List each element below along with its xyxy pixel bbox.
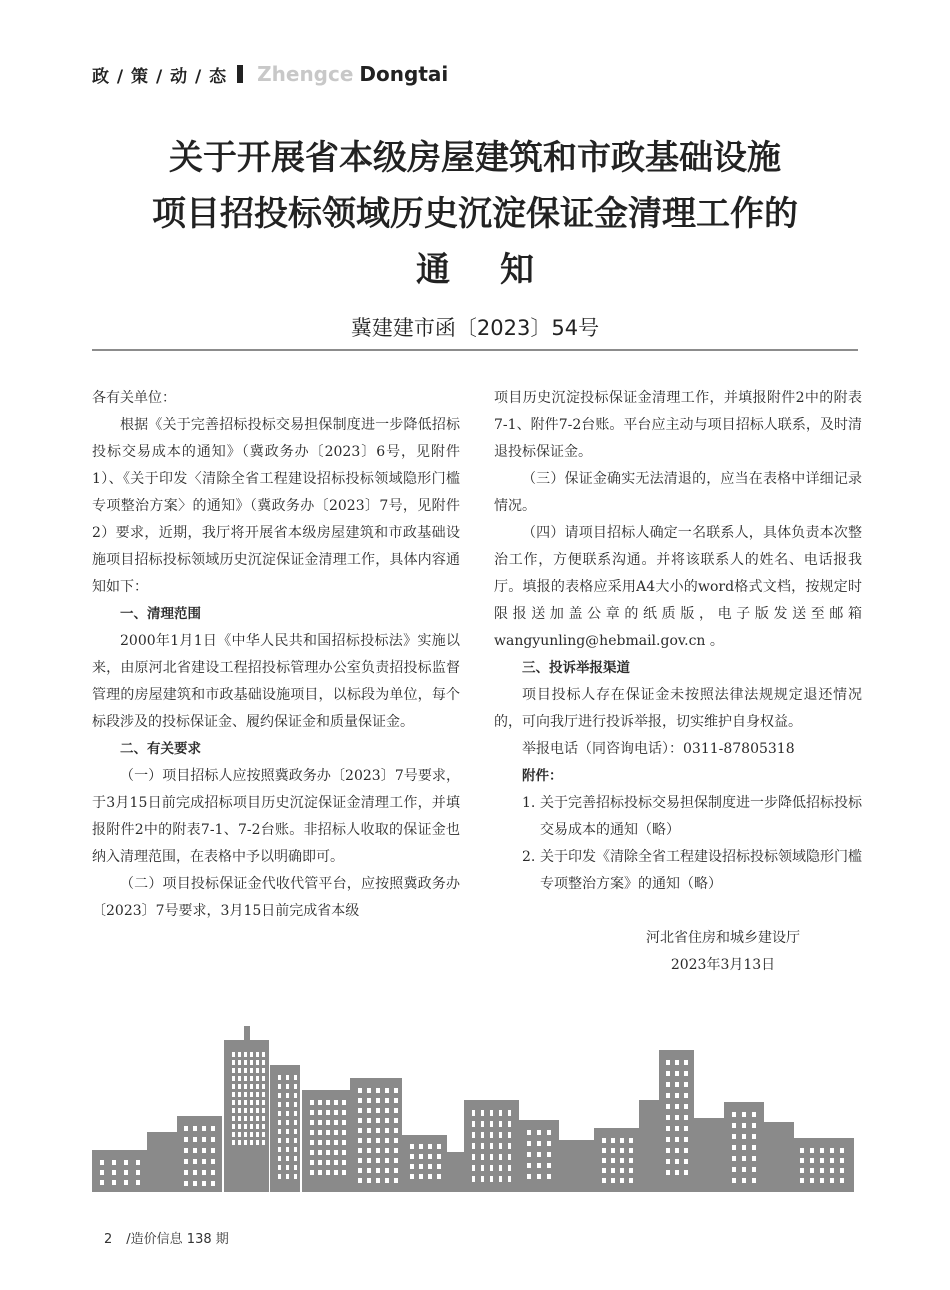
attachment-item	[494, 790, 862, 844]
title-divider	[92, 349, 858, 351]
requirement-3-paragraph: （三）保证金确实无法清退的，应当在表格中详细记录情况。	[494, 471, 862, 514]
article-title	[60, 130, 890, 298]
section-heading-scope: 一、清理范围	[120, 606, 201, 622]
city-skyline-illustration	[92, 1020, 854, 1192]
attachments-label: 附件：	[522, 768, 563, 784]
title-line-2: 项目招投标领域历史沉淀保证金清理工作的	[152, 194, 798, 234]
body-column-right	[494, 385, 862, 979]
requirement-1-paragraph: （一）项目招标人应按照冀政务办〔2023〕7号要求，于3月15日前完成招标项目历史沉淀保证金清理工作，并填报附件2中的附表7-1、7-2台账。非招标人收取的保证金也纳入清理范围，在表格中予以明确即可。	[92, 768, 460, 865]
section-name-en-light: Zhengce	[257, 62, 354, 86]
scope-paragraph: 2000年1月1日《中华人民共和国招标投标法》实施以来，由原河北省建设工程招投标管理办公室负责招投标监督管理的房屋建筑和市政基础设施项目，以标段为单位，每个标段涉及的投标保证金、履约保证金和质量保证金。	[92, 633, 460, 730]
issuer-name: 河北省住房和城乡建设厅	[646, 930, 800, 946]
requirement-4-paragraph: （四）请项目招标人确定一名联系人，具体负责本次整治工作，方便联系沟通。并将该联系人的姓名、电话报我厅。填报的表格应采用A4大小的word格式文档，按规定时限报送加盖公章的纸质版，电子版发送至邮箱wangyunling@hebmail.gov.cn 。	[494, 525, 862, 649]
section-header	[92, 58, 448, 90]
page-number: 2	[104, 1232, 113, 1247]
section-heading-complaints: 三、投诉举报渠道	[522, 660, 630, 676]
attachment-item	[494, 844, 862, 898]
attachment-number: 1.	[522, 795, 536, 811]
greeting: 各有关单位：	[92, 390, 176, 406]
body-column-left	[92, 385, 460, 925]
requirement-2-continued: 项目历史沉淀投标保证金清理工作，并填报附件2中的附表7-1、附件7-2台账。平台应主动与项目招标人联系，及时清退投标保证金。	[494, 390, 862, 460]
header-divider-bar	[237, 65, 243, 83]
requirement-2-paragraph: （二）项目投标保证金代收代管平台，应按照冀政务办〔2023〕7号要求，3月15日前完成省本级	[92, 876, 460, 919]
publication-name: /造价信息 138 期	[126, 1232, 229, 1247]
spacer	[494, 898, 862, 925]
section-name-en-dark: Dongtai	[359, 62, 449, 86]
attachment-text: 关于完善招标投标交易担保制度进一步降低招标投标交易成本的通知（略）	[540, 795, 862, 838]
page-footer	[104, 1228, 229, 1247]
attachment-text: 关于印发《清除全省工程建设招标投标领域隐形门槛专项整治方案》的通知（略）	[540, 849, 862, 892]
section-name-cn: 政 / 策 / 动 / 态	[92, 66, 228, 87]
hotline-line: 举报电话（同咨询电话）：0311-87805318	[522, 741, 795, 757]
title-line-3: 通知	[416, 250, 584, 290]
document-number: 冀建建市函〔2023〕54号	[350, 316, 600, 340]
intro-paragraph: 根据《关于完善招标投标交易担保制度进一步降低招标投标交易成本的通知》（冀政务办〔2023〕6号，见附件1）、《关于印发〈清除全省工程建设招标投标领域隐形门槛专项整治方案〉的通知》（冀政务办〔2023〕7号，见附件2）要求，近期，我厅将开展省本级房屋建筑和市政基础设施项目招标投标领域历史沉淀保证金清理工作，具体内容通知如下：	[92, 417, 460, 595]
section-heading-requirements: 二、有关要求	[120, 741, 201, 757]
title-line-1: 关于开展省本级房屋建筑和市政基础设施	[169, 138, 781, 178]
issue-date: 2023年3月13日	[670, 957, 776, 973]
complaints-paragraph: 项目投标人存在保证金未按照法律法规规定退还情况的，可向我厅进行投诉举报，切实维护自身权益。	[494, 687, 862, 730]
attachment-number: 2.	[522, 849, 536, 865]
